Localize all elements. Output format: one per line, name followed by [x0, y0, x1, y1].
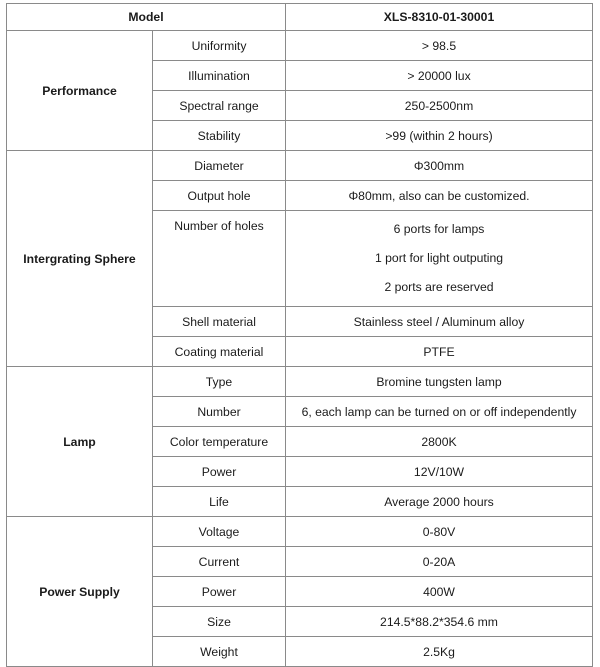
parameter-value: 6, each lamp can be turned on or off independently	[286, 397, 593, 427]
parameter-value: PTFE	[286, 337, 593, 367]
parameter-label: Life	[153, 487, 286, 517]
parameter-label: Power	[153, 577, 286, 607]
parameter-label: Stability	[153, 121, 286, 151]
parameter-label: Spectral range	[153, 91, 286, 121]
parameter-value-line: 6 ports for lamps	[393, 222, 485, 236]
parameter-label: Color temperature	[153, 427, 286, 457]
parameter-value-line: 2 ports are reserved	[384, 280, 494, 294]
header-model-value: XLS-8310-01-30001	[286, 4, 593, 31]
parameter-label: Voltage	[153, 517, 286, 547]
parameter-label: Illumination	[153, 61, 286, 91]
parameter-value: > 20000 lux	[286, 61, 593, 91]
parameter-label: Coating material	[153, 337, 286, 367]
parameter-label: Weight	[153, 637, 286, 667]
parameter-value: > 98.5	[286, 31, 593, 61]
parameter-value: Φ80mm, also can be customized.	[286, 181, 593, 211]
parameter-label: Diameter	[153, 151, 286, 181]
parameter-value: 0-20A	[286, 547, 593, 577]
parameter-value: 12V/10W	[286, 457, 593, 487]
parameter-value: 400W	[286, 577, 593, 607]
parameter-value: 250-2500nm	[286, 91, 593, 121]
table-row	[7, 31, 593, 61]
parameter-value-line: 1 port for light outputing	[374, 251, 504, 265]
parameter-value: Φ300mm	[286, 151, 593, 181]
parameter-label: Current	[153, 547, 286, 577]
parameter-value: 2800K	[286, 427, 593, 457]
parameter-label: Output hole	[153, 181, 286, 211]
table-header-row	[7, 4, 593, 31]
category-label: Intergrating Sphere	[7, 151, 153, 367]
table-row	[7, 517, 593, 547]
category-label: Performance	[7, 31, 153, 151]
header-model-label: Model	[7, 4, 286, 31]
parameter-value: 0-80V	[286, 517, 593, 547]
parameter-label: Power	[153, 457, 286, 487]
parameter-value: 214.5*88.2*354.6 mm	[286, 607, 593, 637]
parameter-value: Average 2000 hours	[286, 487, 593, 517]
parameter-value: 2.5Kg	[286, 637, 593, 667]
parameter-label: Number	[153, 397, 286, 427]
table-row	[7, 367, 593, 397]
parameter-label: Type	[153, 367, 286, 397]
specification-table-container	[6, 3, 592, 667]
parameter-value: >99 (within 2 hours)	[286, 121, 593, 151]
specification-table-body	[7, 4, 593, 667]
parameter-value: Stainless steel / Aluminum alloy	[286, 307, 593, 337]
table-row	[7, 151, 593, 181]
parameter-label: Uniformity	[153, 31, 286, 61]
parameter-value: Bromine tungsten lamp	[286, 367, 593, 397]
parameter-label: Size	[153, 607, 286, 637]
specification-table	[6, 3, 593, 667]
category-label: Power Supply	[7, 517, 153, 667]
parameter-value	[286, 211, 593, 307]
parameter-label: Shell material	[153, 307, 286, 337]
parameter-label: Number of holes	[153, 211, 286, 307]
category-label: Lamp	[7, 367, 153, 517]
